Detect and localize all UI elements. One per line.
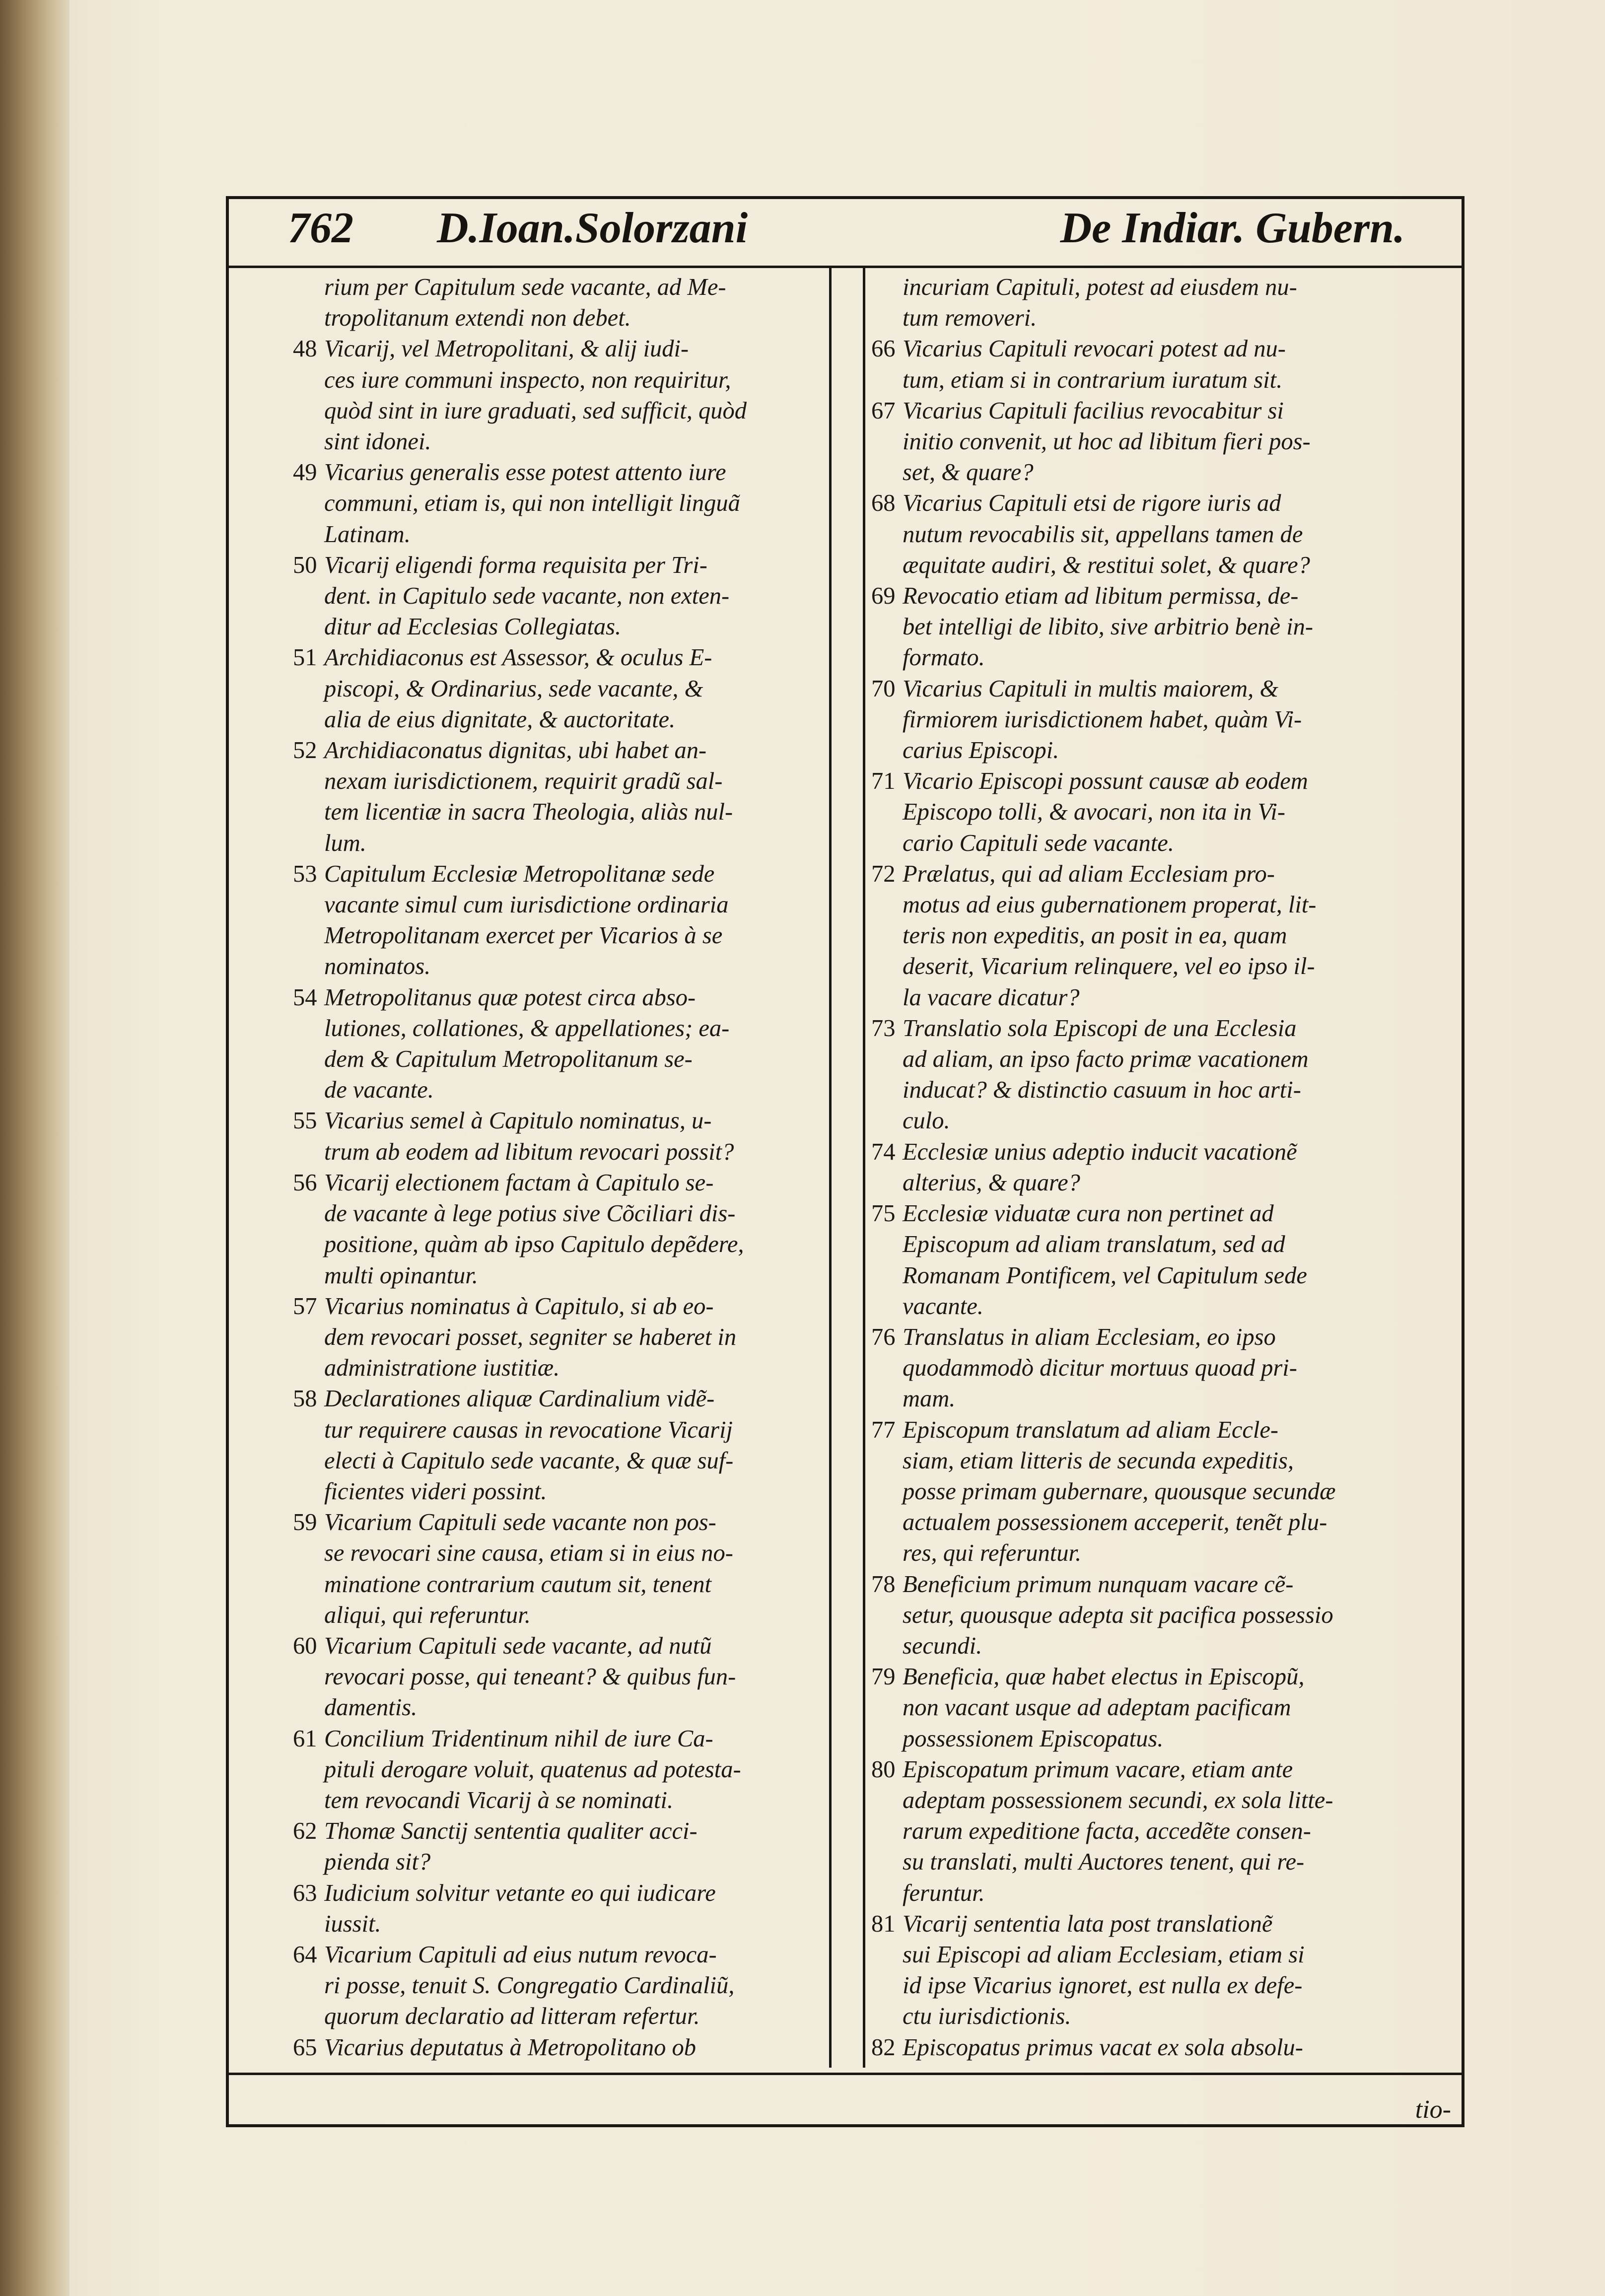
entry-line: trum ab eodem ad libitum revocari possit? (324, 1138, 734, 1165)
entry-line: ri posse, tenuit S. Congregatio Cardinaliũ, (324, 1972, 735, 1999)
index-entry (871, 1754, 1407, 1909)
entry-line: Prælatus, qui ad aliam Ecclesiam pro- (903, 860, 1275, 887)
index-entry (293, 1168, 824, 1291)
index-entry (871, 1322, 1407, 1415)
index-entry (871, 396, 1407, 488)
entry-line: ficientes videri possint. (324, 1478, 547, 1505)
entry-line: Vicarium Capituli ad eius nutum revoca- (324, 1941, 717, 1968)
entry-line: id ipse Vicarius ignoret, est nulla ex defe- (903, 1972, 1303, 1999)
entry-line: bet intelligi de libito, sive arbitrio benè in- (903, 614, 1314, 640)
entry-line: firmiorem iurisdictionem habet, quàm Vi- (903, 706, 1302, 733)
index-entry (871, 859, 1407, 1013)
entry-line: Vicarij, vel Metropolitani, & alij iudi- (324, 336, 689, 362)
entry-line: lum. (324, 830, 366, 856)
entry-line: setur, quousque adepta sit pacifica possessio (903, 1601, 1333, 1628)
entry-line: Ecclesiæ unius adeptio inducit vacationẽ (903, 1138, 1297, 1165)
bottom-rule (226, 2073, 1465, 2075)
entry-line: Vicario Episcopi possunt causæ ab eodem (903, 768, 1308, 795)
entry-line: nexam iurisdictionem, requirit gradũ sal- (324, 768, 723, 795)
entry-number: 65 (293, 2034, 317, 2061)
entry-line: Vicarij sententia lata post translationẽ (903, 1910, 1273, 1937)
entry-number: 76 (871, 1323, 896, 1350)
entry-line: quòd sint in iure graduati, sed sufficit, quòd (324, 397, 747, 424)
entry-line: æquitate audiri, & restitui solet, & quare? (903, 552, 1310, 578)
entry-number: 82 (871, 2034, 896, 2061)
entry-line: tropolitanum extendi non debet. (324, 305, 631, 332)
book-edge (0, 0, 74, 2296)
entry-number: 58 (293, 1386, 317, 1412)
entry-line: inducat? & distinctio casuum in hoc arti- (903, 1077, 1301, 1104)
entry-line: dem revocari posset, segniter se haberet in (324, 1323, 737, 1350)
index-entry (871, 1415, 1407, 1569)
entry-line: non vacant usque ad adeptam pacificam (903, 1694, 1291, 1721)
entry-line: formato. (903, 644, 985, 671)
index-entry (871, 2032, 1407, 2063)
entry-line: Vicarij eligendi forma requisita per Tri- (324, 552, 707, 578)
entry-line: su translati, multi Auctores tenent, qui re- (903, 1849, 1305, 1876)
entry-line: tem licentiæ in sacra Theologia, aliàs nul- (324, 799, 733, 826)
index-entry (293, 1816, 824, 1878)
entry-line: vacante simul cum iurisdictione ordinaria (324, 892, 729, 918)
entry-line: carius Episcopi. (903, 737, 1059, 764)
entry-line: Vicarij electionem factam à Capitulo se- (324, 1169, 714, 1196)
entry-number: 57 (293, 1293, 317, 1320)
index-entry (293, 735, 824, 859)
index-entry (871, 1909, 1407, 2032)
entry-line: Episcopum translatum ad aliam Eccle- (903, 1416, 1279, 1443)
entry-line: se revocari sine causa, etiam si in eius no- (324, 1540, 733, 1567)
entry-number: 68 (871, 490, 896, 517)
entry-number: 48 (293, 336, 317, 362)
index-entry (871, 1137, 1407, 1198)
entry-number: 69 (871, 583, 896, 610)
index-entry (293, 1384, 824, 1507)
entry-line: Capitulum Ecclesiæ Metropolitanæ sede (324, 860, 715, 887)
entry-line: Vicarium Capituli sede vacante, ad nutũ (324, 1632, 712, 1659)
entry-line: quorum declaratio ad litteram refertur. (324, 2003, 700, 2030)
entry-line: nominatos. (324, 953, 431, 980)
entry-line: Revocatio etiam ad libitum permissa, de- (903, 583, 1299, 610)
entry-line: culo. (903, 1108, 950, 1134)
header-rule (226, 266, 1465, 268)
entry-line: siam, etiam litteris de secunda expeditis, (903, 1447, 1294, 1474)
entry-line: Episcopum ad aliam translatum, sed ad (903, 1231, 1285, 1258)
entry-number: 54 (293, 984, 317, 1011)
entry-number: 60 (293, 1632, 317, 1659)
index-entry (871, 1569, 1407, 1662)
entry-line: tur requirere causas in revocatione Vicarij (324, 1416, 733, 1443)
entry-line: Concilium Tridentinum nihil de iure Ca- (324, 1725, 713, 1752)
entry-line: Romanam Pontificem, vel Capitulum sede (903, 1262, 1307, 1289)
entry-line: sui Episcopi ad aliam Ecclesiam, etiam si (903, 1941, 1305, 1968)
entry-line: incuriam Capituli, potest ad eiusdem nu- (903, 274, 1297, 300)
entry-line: Latinam. (324, 521, 411, 548)
entry-line: Episcopo tolli, & avocari, non ita in Vi- (903, 799, 1285, 826)
entry-number: 50 (293, 552, 317, 578)
entry-line: Vicarius Capituli facilius revocabitur si (903, 397, 1284, 424)
entry-line: pienda sit? (324, 1849, 431, 1876)
page-number: 762 (288, 204, 353, 252)
index-entry (293, 457, 824, 550)
index-entry (293, 1291, 824, 1384)
entry-line: quodammodò dicitur mortuus quoad pri- (903, 1355, 1297, 1382)
entry-number: 56 (293, 1169, 317, 1196)
index-entry (293, 2032, 824, 2063)
entry-line: possessionem Episcopatus. (903, 1725, 1164, 1752)
entry-line: positione, quàm ab ipso Capitulo depẽdere, (324, 1231, 744, 1258)
entry-line: Metropolitanam exercet per Vicarios à se (324, 922, 723, 949)
index-entry (871, 674, 1407, 766)
entry-line: Thomæ Sanctij sententia qualiter acci- (324, 1818, 698, 1845)
entry-line: Vicarius generalis esse potest attento iure (324, 459, 726, 486)
entry-number: 75 (871, 1200, 896, 1227)
entry-line: teris non expeditis, an posit in ea, quam (903, 922, 1287, 949)
entry-number: 64 (293, 1941, 317, 1968)
entry-line: la vacare dicatur? (903, 984, 1080, 1011)
entry-line: ctu iurisdictionis. (903, 2003, 1071, 2030)
entry-line: de vacante. (324, 1077, 434, 1104)
entry-line: Translatio sola Episcopi de una Ecclesia (903, 1015, 1297, 1042)
entry-line: Vicarius Capituli etsi de rigore iuris ad (903, 490, 1281, 517)
index-entry (871, 334, 1407, 395)
index-entry (871, 1198, 1407, 1322)
entry-line: alterius, & quare? (903, 1169, 1080, 1196)
column-rule-right (863, 268, 865, 2068)
entry-line: Vicarium Capituli sede vacante non pos- (324, 1509, 716, 1536)
index-entry (871, 766, 1407, 859)
entry-number: 72 (871, 860, 896, 887)
running-header (278, 199, 1415, 258)
entry-number: 77 (871, 1416, 896, 1443)
entry-line: nutum revocabilis sit, appellans tamen de (903, 521, 1303, 548)
index-entry (293, 1878, 824, 1940)
entry-line: aliqui, qui referuntur. (324, 1601, 531, 1628)
running-title: De Indiar. Gubern. (1060, 204, 1405, 252)
entry-line: rarum expeditione facta, accedẽte consen- (903, 1818, 1311, 1845)
entry-line: Ecclesiæ viduatæ cura non pertinet ad (903, 1200, 1274, 1227)
index-entry (293, 642, 824, 735)
entry-line: administratione iustitiæ. (324, 1355, 560, 1382)
entry-line: piscopi, & Ordinarius, sede vacante, & (324, 675, 703, 702)
index-entry (293, 1631, 824, 1724)
entry-line: secundi. (903, 1632, 982, 1659)
entry-number: 62 (293, 1818, 317, 1845)
index-entry (871, 488, 1407, 581)
entry-line: electi à Capitulo sede vacante, & quæ suf- (324, 1447, 734, 1474)
entry-number: 63 (293, 1879, 317, 1906)
entry-number: 49 (293, 459, 317, 486)
entry-line: multi opinantur. (324, 1262, 478, 1289)
entry-number: 59 (293, 1509, 317, 1536)
index-entry (293, 1507, 824, 1631)
entry-line: actualem possessionem acceperit, tenẽt plu- (903, 1509, 1327, 1536)
entry-number: 74 (871, 1138, 896, 1165)
index-entry (293, 550, 824, 643)
entry-line: Vicarius nominatus à Capitulo, si ab eo- (324, 1293, 714, 1320)
index-entry (293, 272, 824, 334)
entry-line: Declarationes aliquæ Cardinalium vidẽ- (324, 1386, 715, 1412)
entry-line: set, & quare? (903, 459, 1034, 486)
running-author: D.Ioan.Solorzani (437, 204, 748, 252)
entry-line: tum removeri. (903, 305, 1037, 332)
entry-line: Episcopatus primus vacat ex sola absolu- (903, 2034, 1303, 2061)
entry-number: 51 (293, 644, 317, 671)
entry-number: 53 (293, 860, 317, 887)
entry-line: ditur ad Ecclesias Collegiatas. (324, 614, 622, 640)
index-entry (293, 1940, 824, 2032)
entry-line: revocari posse, qui teneant? & quibus fun- (324, 1664, 736, 1690)
entry-line: Iudicium solvitur vetante eo qui iudicare (324, 1879, 716, 1906)
entry-line: Metropolitanus quæ potest circa abso- (324, 984, 696, 1011)
right-column (871, 272, 1407, 2079)
entry-line: initio convenit, ut hoc ad libitum fieri pos- (903, 428, 1311, 455)
entry-line: de vacante à lege potius sive Cõciliari dis- (324, 1200, 736, 1227)
entry-number: 52 (293, 737, 317, 764)
entry-number: 71 (871, 768, 896, 795)
entry-number: 66 (871, 336, 896, 362)
entry-line: Beneficia, quæ habet electus in Episcopũ, (903, 1664, 1305, 1690)
entry-line: adeptam possessionem secundi, ex sola litte- (903, 1787, 1333, 1813)
entry-line: lutiones, collationes, & appellationes; ea- (324, 1015, 730, 1042)
entry-line: mam. (903, 1386, 956, 1412)
entry-line: Vicarius deputatus à Metropolitano ob (324, 2034, 697, 2061)
entry-line: feruntur. (903, 1879, 985, 1906)
index-entry (293, 859, 824, 982)
column-rule-left (829, 268, 832, 2068)
entry-line: Archidiaconatus dignitas, ubi habet an- (324, 737, 707, 764)
entry-line: Vicarius Capituli in multis maiorem, & (903, 675, 1279, 702)
entry-number: 73 (871, 1015, 896, 1042)
index-entry (293, 334, 824, 457)
index-entry (293, 1724, 824, 1816)
entry-number: 55 (293, 1108, 317, 1134)
entry-line: posse primam gubernare, quousque secundæ (903, 1478, 1336, 1505)
index-entry (293, 982, 824, 1106)
entry-line: motus ad eius gubernationem properat, lit- (903, 892, 1317, 918)
entry-line: minatione contrarium cautum sit, tenent (324, 1571, 711, 1598)
entry-number: 79 (871, 1664, 896, 1690)
left-column (293, 272, 824, 2079)
entry-line: communi, etiam is, qui non intelligit linguã (324, 490, 740, 517)
entry-number: 70 (871, 675, 896, 702)
index-entry (293, 1106, 824, 1167)
entry-line: alia de eius dignitate, & auctoritate. (324, 706, 676, 733)
entry-line: rium per Capitulum sede vacante, ad Me- (324, 274, 726, 300)
entry-number: 80 (871, 1756, 896, 1783)
entry-line: Vicarius semel à Capitulo nominatus, u- (324, 1108, 712, 1134)
index-entry (871, 1013, 1407, 1137)
entry-line: dem & Capitulum Metropolitanum se- (324, 1046, 693, 1073)
entry-line: pituli derogare voluit, quatenus ad potesta- (324, 1756, 741, 1783)
entry-line: sint idonei. (324, 428, 431, 455)
index-entry (871, 1662, 1407, 1754)
entry-line: dent. in Capitulo sede vacante, non exten- (324, 583, 730, 610)
entry-line: damentis. (324, 1694, 418, 1721)
entry-number: 67 (871, 397, 896, 424)
entry-number: 61 (293, 1725, 317, 1752)
entry-line: vacante. (903, 1293, 983, 1320)
index-entry (871, 272, 1407, 334)
entry-line: Translatus in aliam Ecclesiam, eo ipso (903, 1323, 1276, 1350)
entry-line: res, qui referuntur. (903, 1540, 1082, 1567)
entry-line: tem revocandi Vicarij à se nominati. (324, 1787, 674, 1813)
entry-line: iussit. (324, 1910, 381, 1937)
index-entry (871, 581, 1407, 674)
entry-number: 78 (871, 1571, 896, 1598)
entry-line: ad aliam, an ipso facto primæ vacationem (903, 1046, 1309, 1073)
entry-line: Episcopatum primum vacare, etiam ante (903, 1756, 1293, 1783)
entry-line: deserit, Vicarium relinquere, vel eo ipso il- (903, 953, 1315, 980)
entry-line: Vicarius Capituli revocari potest ad nu- (903, 336, 1286, 362)
entry-line: ces iure communi inspecto, non requiritur, (324, 366, 731, 393)
catchword: tio- (1415, 2095, 1451, 2124)
entry-line: tum, etiam si in contrarium iuratum sit. (903, 366, 1283, 393)
entry-line: Beneficium primum nunquam vacare cẽ- (903, 1571, 1294, 1598)
entry-line: cario Capituli sede vacante. (903, 830, 1174, 856)
entry-number: 81 (871, 1910, 896, 1937)
entry-line: Archidiaconus est Assessor, & oculus E- (324, 644, 712, 671)
